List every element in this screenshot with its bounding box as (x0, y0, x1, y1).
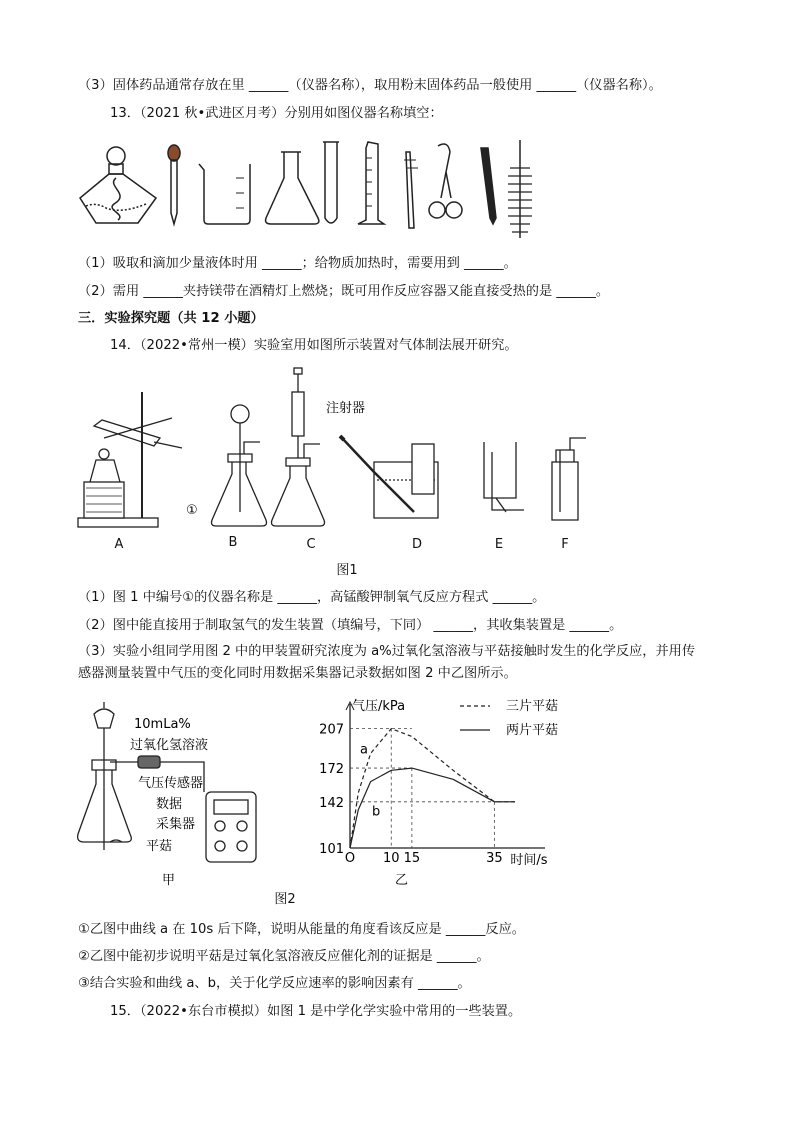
q14-title: 14．（2022•常州一模）实验室用如图所示装置对气体制法展开研究。 (110, 338, 518, 353)
fig1-caption: 图1 (336, 563, 358, 578)
label-conc: 10mLa% (134, 717, 191, 732)
conical-flask-icon (266, 152, 319, 224)
y-axis-label: 气压/kPa (352, 699, 406, 714)
q13-title: 13．（2021 秋•武进区月考）分别用如图仪器名称填空： (110, 106, 443, 121)
figure-2-apparatus-jia (74, 700, 304, 890)
q12-part3: （3）固体药品通常存放在里 ______（仪器名称），取用粉末固体药品一般使用 ______（仪器名称）。 (78, 78, 662, 93)
test-tube-brush-icon (508, 140, 532, 238)
fig2-caption: 图2 (274, 892, 296, 907)
q14-part3-line2: 感器测量装置中气压的变化同时用数据采集器记录数据如图 2 中乙图所示。 (78, 666, 517, 681)
test-tube-icon (323, 142, 339, 223)
x-tick-label: 35 (486, 851, 503, 866)
alcohol-lamp-icon (80, 147, 156, 223)
fig1-label-e: E (494, 537, 504, 552)
q13-instruments-figure (76, 138, 536, 242)
y-tick-label: 142 (319, 795, 344, 811)
q14-part2: （2）图中能直接用于制取氢气的发生装置（填编号，下同） ______，其收集装置是 ______。 (78, 618, 623, 633)
label-collector-1: 数据 (156, 797, 183, 812)
x-axis-label: 时间/s (510, 853, 548, 868)
y-tick-label: 101 (319, 842, 344, 857)
y-tick-label: 172 (319, 762, 344, 778)
curve-label: b (372, 804, 381, 820)
x-tick-label: 10 15 (382, 851, 421, 866)
q13-part1: （1）吸取和滴加少量液体时用 ______；给物质加热时，需要用到 ______。 (78, 256, 517, 271)
q14-sub2: ②乙图中能初步说明平菇是过氧化氢溶液反应催化剂的证据是 ______。 (78, 949, 490, 964)
q14-part1: （1）图 1 中编号①的仪器名称是 ______，高锰酸钾制氧气反应方程式 ______。 (78, 590, 546, 605)
label-collector-2: 采集器 (156, 817, 196, 832)
crucible-tongs-icon (429, 144, 462, 218)
apparatus-b-icon (212, 405, 267, 526)
fig1-label-d: D (411, 537, 422, 552)
chart-sub-caption: 乙 (395, 873, 409, 888)
fig1-label-c: C (306, 537, 316, 552)
q13-part2: （2）需用 ______夹持镁带在酒精灯上燃烧；既可用作反应容器又能直接受热的是 ______。 (78, 284, 610, 299)
series-line-a (350, 729, 515, 848)
apparatus-a-icon (78, 392, 182, 527)
q14-sub1: ①乙图中曲线 a 在 10s 后下降，说明从能量的角度看该反应是 ______反应。 (78, 922, 525, 937)
graduated-cylinder-icon (358, 142, 384, 224)
test-tube-holder-icon (404, 152, 418, 228)
fig1-label-f: F (561, 537, 569, 552)
origin-label: O (344, 851, 356, 866)
beaker-icon (199, 164, 250, 224)
pressure-chart (310, 696, 590, 896)
apparatus-f-icon (552, 438, 586, 520)
fig1-label-a: A (114, 537, 124, 552)
label-jia: 甲 (162, 873, 176, 888)
section-heading: 三．实验探究题（共 12 小题） (78, 311, 264, 326)
label-solution: 过氧化氢溶液 (130, 738, 209, 753)
q14-part3-line1: （3）实验小组同学用图 2 中的甲装置研究浓度为 a%过氧化氢溶液与平菇接触时发生的化学反应，并用传 (78, 644, 696, 659)
y-tick-label: 207 (319, 722, 344, 738)
legend-label: 两片平菇 (506, 723, 559, 738)
tweezers-icon (481, 148, 496, 224)
fig1-label-b: B (228, 535, 238, 550)
label-sensor: 气压传感器 (138, 776, 204, 791)
figure-1-apparatus (74, 362, 594, 552)
dropper-icon (168, 145, 180, 224)
curve-label: a (360, 742, 368, 758)
q15-title: 15．（2022•东台市模拟）如图 1 是中学化学实验中常用的一些装置。 (110, 1004, 522, 1019)
syringe-label: 注射器 (326, 401, 366, 416)
label-mushroom: 平菇 (146, 839, 173, 854)
circle-one-label: ① (186, 503, 198, 518)
apparatus-e-icon (484, 442, 524, 512)
apparatus-c-icon (272, 368, 325, 526)
legend-label: 三片平菇 (506, 699, 559, 714)
apparatus-d-icon (340, 436, 438, 518)
q14-sub3: ③结合实验和曲线 a、b，关于化学反应速率的影响因素有 ______。 (78, 976, 471, 991)
